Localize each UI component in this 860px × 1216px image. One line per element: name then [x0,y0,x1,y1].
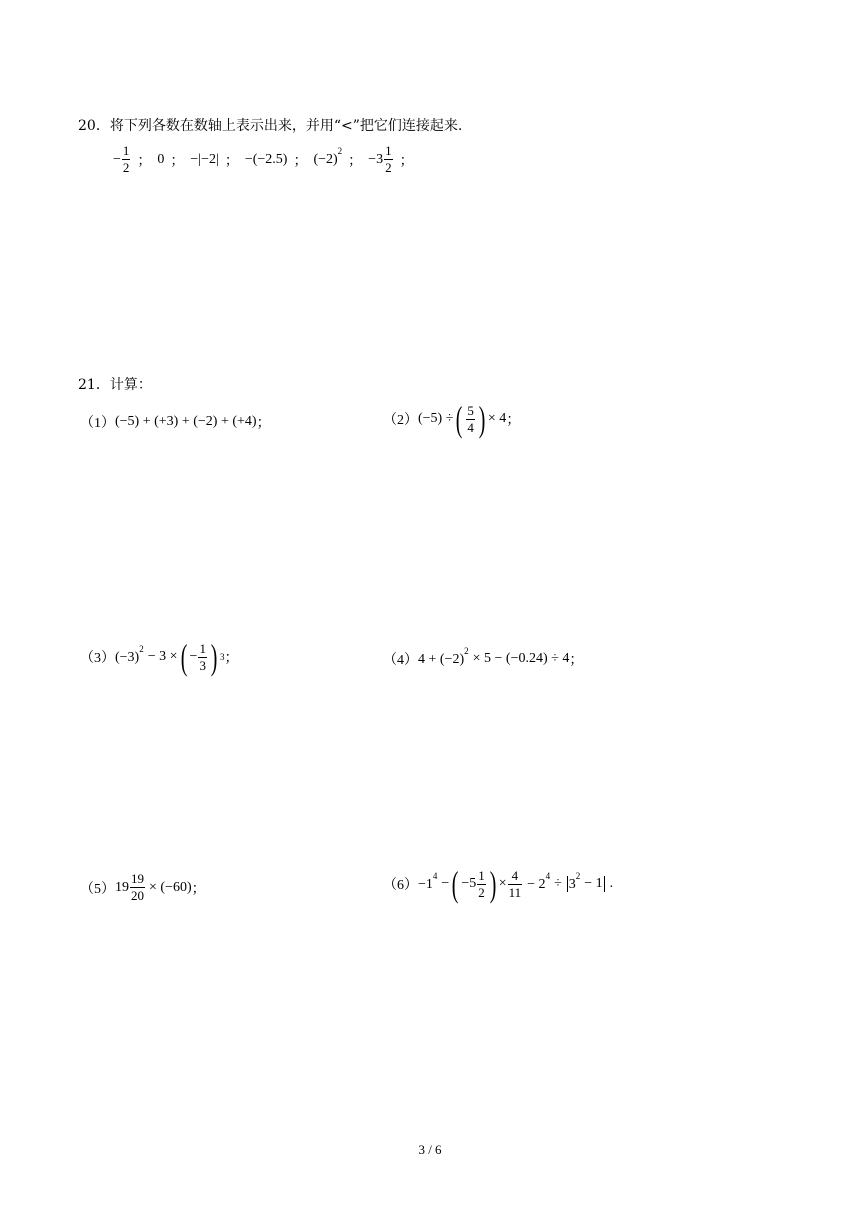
problem-6 [383,866,613,902]
expression: × 5 − (−0.24) ÷ 4 [472,651,570,666]
problem-1 [80,412,271,432]
problem-4 [383,645,584,669]
fraction: $\frac{1}{2}$ [385,143,392,175]
page-number: 3 / 6 [418,1142,442,1157]
minus-sign: − [113,151,121,167]
number-zero: 0 [157,151,165,167]
minus-sign: − [441,876,450,891]
left-paren: ( [456,399,463,439]
question-20-number-list [113,144,420,175]
power-expression: $4 + (-2)^2$ [418,645,469,667]
expression: × 4 [487,411,507,426]
end-mark: ； [191,881,206,897]
expression: − 1 [584,876,603,891]
problem-label: （2） [383,413,418,428]
separator: ； [348,153,363,169]
problem-label: （1） [80,416,115,431]
absolute-bar-left [567,876,568,892]
end-mark: . [609,876,614,891]
minus-sign: − [189,649,198,664]
negative-absolute-value: −|−2| [190,151,219,167]
separator: ； [224,153,239,169]
separator: ； [399,153,414,169]
expression: × (−60) [149,879,192,895]
question-number: 20． [78,118,110,134]
problem-5 [80,872,206,903]
end-mark: ； [569,653,584,668]
separator: ； [293,153,308,169]
problem-label: （5） [80,881,115,897]
power-expression: $(-3)^2$ [115,643,144,665]
question-21-heading [78,374,152,394]
problem-2 [383,401,520,437]
mixed-number-whole: 19 [115,879,129,895]
separator: ； [137,153,152,169]
separator: ； [170,153,185,169]
problem-label: （4） [383,653,418,668]
end-mark: ； [506,413,521,428]
mixed-number-whole: −3 [368,151,384,167]
question-number: 21． [78,377,110,393]
problem-3: （3） $(-3)^2$ − 3 × ( − $\frac{1}{3}$ ) 3 ； [80,637,239,677]
right-paren: ) [210,637,218,677]
power-expression: − $2^4$ [527,870,551,892]
power-expression: $3^2$ [568,870,581,892]
fraction: $\frac{1}{3}$ [199,640,206,673]
left-paren: ( [180,637,187,677]
absolute-bar-right [604,876,605,892]
fraction: $\frac{1}{2}$ [478,867,485,900]
question-text: 将下列各数在数轴上表示出来，并用“<”把它们连接起来. [109,118,463,134]
left-paren: ( [452,864,459,904]
problem-label: （3） [80,651,115,666]
right-paren: ) [478,399,486,439]
divide-sign: ÷ [554,876,562,891]
power-expression: $(-2)^2$ [313,146,343,167]
fraction: $\frac{19}{20}$ [131,871,144,903]
end-mark: ； [256,416,271,431]
end-mark: ； [224,651,239,666]
fraction: $\frac{5}{4}$ [467,402,474,435]
problem-label: （6） [383,878,418,893]
fraction: $\frac{1}{2}$ [122,143,130,175]
power-expression: $-1^4$ [418,870,438,892]
right-paren: ) [489,864,497,904]
fraction: $\frac{4}{11}$ [508,867,522,900]
question-text: 计算： [109,377,152,393]
expression: (−5) + (+3) + (−2) + (+4) [115,414,257,429]
negative-of-negative: −(−2.5) [244,151,288,167]
mixed-number-whole: −5 [461,876,477,891]
expression: (−5) ÷ [418,411,454,426]
expression: − 3 × [147,649,178,664]
question-20-heading [78,115,462,135]
times-sign: × [498,876,507,891]
